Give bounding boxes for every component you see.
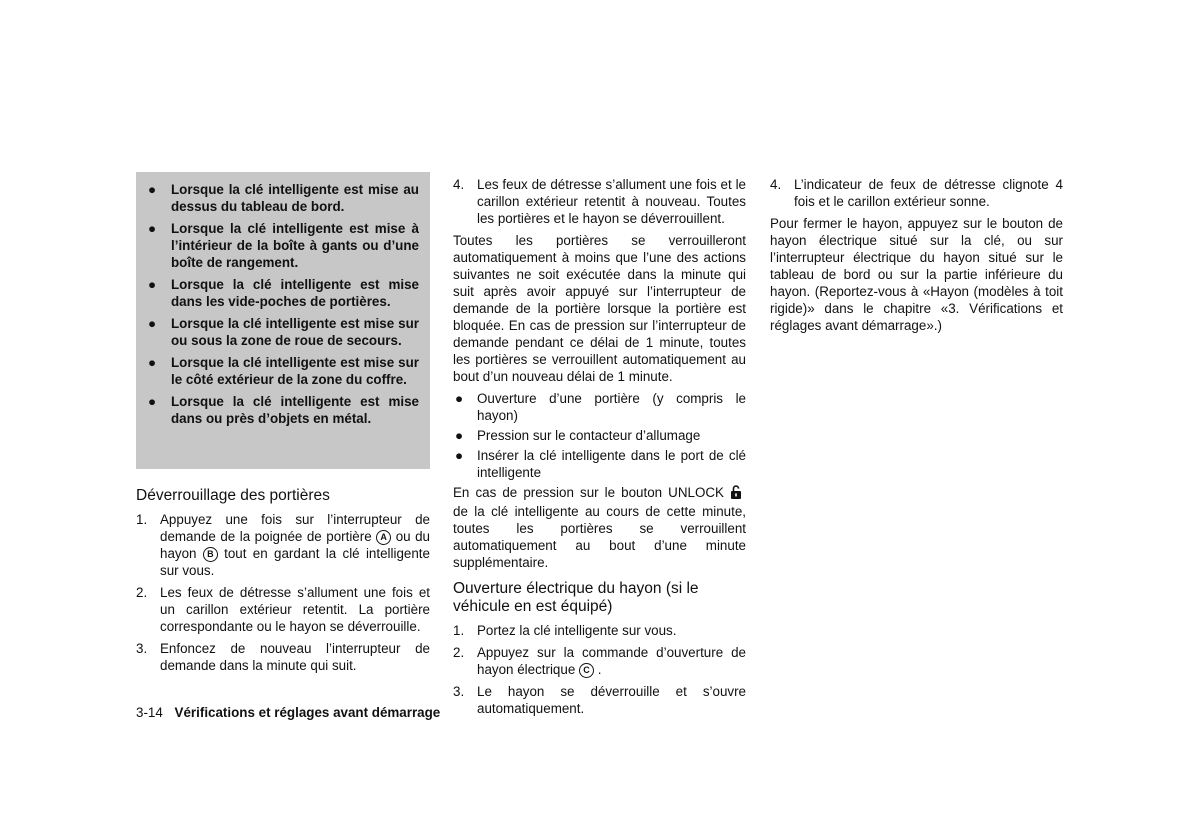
warning-item: ● Lorsque la clé intelligente est mise à l’intérieur de la boîte à gants ou d’une boîte de rangement. (148, 221, 419, 270)
unlock-section (136, 487, 430, 679)
unlock-steps (136, 511, 430, 674)
step-item: 3. Le hayon se déverrouille et s’ouvre automatiquement. (453, 684, 746, 716)
warning-box (136, 172, 430, 469)
step-item: 4. Les feux de détresse s’allument une fois et le carillon extérieur retentit à nouveau. Toutes les portières et le hayon se déverrouillent. (453, 177, 746, 226)
step-item: 2. Appuyez sur la commande d’ouverture de hayon électrique C . (453, 645, 746, 677)
list-item: ● Pression sur le contacteur d’allumage (455, 428, 701, 443)
step-item: 1. Appuyez une fois sur l’interrupteur de demande de la poignée de portière A ou du hayon B tout en gardant la clé intelligente sur vous. (136, 512, 430, 578)
step-item: 4. L’indicateur de feux de détresse clignote 4 fois et le carillon extérieur sonne. (770, 177, 1063, 209)
page-number: 3-14 (136, 705, 163, 720)
warning-list (145, 181, 419, 432)
page-footer (136, 705, 440, 720)
body-paragraph: Pour fermer le hayon, appuyez sur le bouton de hayon électrique situé sur la clé, ou sur l’interrupteur électrique du hayon situé sur le tableau de bord ou sur la partie inférieure du hayon. (Reportez-vous à «Hayon (modèles à toit rigide)» dans le chapitre «3. Vérifications et réglages avant démarrage».) (770, 216, 1063, 333)
hatch-steps (453, 622, 746, 717)
section-heading: Ouverture électrique du hayon (si le véhicule en est équipé) (453, 580, 699, 615)
body-paragraph: Toutes les portières se verrouilleront automatiquement à moins que l’une des actions suivantes ne soit exécutée dans la minute qui suit après avoir appuyé sur l’interrupteur de demande de la portière lorsque la portière est bloquée. En cas de pression sur l’interrupteur de demande pendant ce délai de 1 minute, toutes les portières se verrouillent automatiquement au bout d’un nouveau délai de 1 minute. (453, 233, 746, 384)
right-column (770, 176, 1063, 339)
unlock-padlock-icon (730, 485, 746, 503)
callout-c-icon: C (579, 663, 594, 678)
list-item: ● Insérer la clé intelligente dans le port de clé intelligente (455, 448, 746, 480)
warning-item: ● Lorsque la clé intelligente est mise dans ou près d’objets en métal. (148, 394, 419, 426)
callout-a-icon: A (376, 530, 391, 545)
warning-item: ● Lorsque la clé intelligente est mise sur le côté extérieur de la zone du coffre. (148, 355, 419, 387)
body-paragraph: En cas de pression sur le bouton UNLOCK de la clé intelligente au cours de cette minute, toutes les portières se verrouillent automatiquement au bout d’une minute supplémentaire. (453, 485, 746, 570)
step-item: 1. Portez la clé intelligente sur vous. (453, 623, 677, 638)
list-item: ● Ouverture d’une portière (y compris le hayon) (455, 391, 746, 423)
callout-b-icon: B (203, 547, 218, 562)
action-list (453, 390, 746, 481)
warning-item: ● Lorsque la clé intelligente est mise dans les vide-poches de portières. (148, 277, 419, 309)
step-item: 3. Enfoncez de nouveau l’interrupteur de demande dans la minute qui suit. (136, 641, 430, 673)
step-item: 2. Les feux de détresse s’allument une fois et un carillon extérieur retentit. La portière correspondante ou le hayon se déverrouille. (136, 585, 430, 634)
middle-column (453, 176, 746, 722)
warning-item: ● Lorsque la clé intelligente est mise au dessus du tableau de bord. (148, 182, 419, 214)
chapter-title: Vérifications et réglages avant démarrage (174, 705, 441, 720)
section-heading: Déverrouillage des portières (136, 487, 330, 504)
warning-item: ● Lorsque la clé intelligente est mise sur ou sous la zone de roue de secours. (148, 316, 419, 348)
